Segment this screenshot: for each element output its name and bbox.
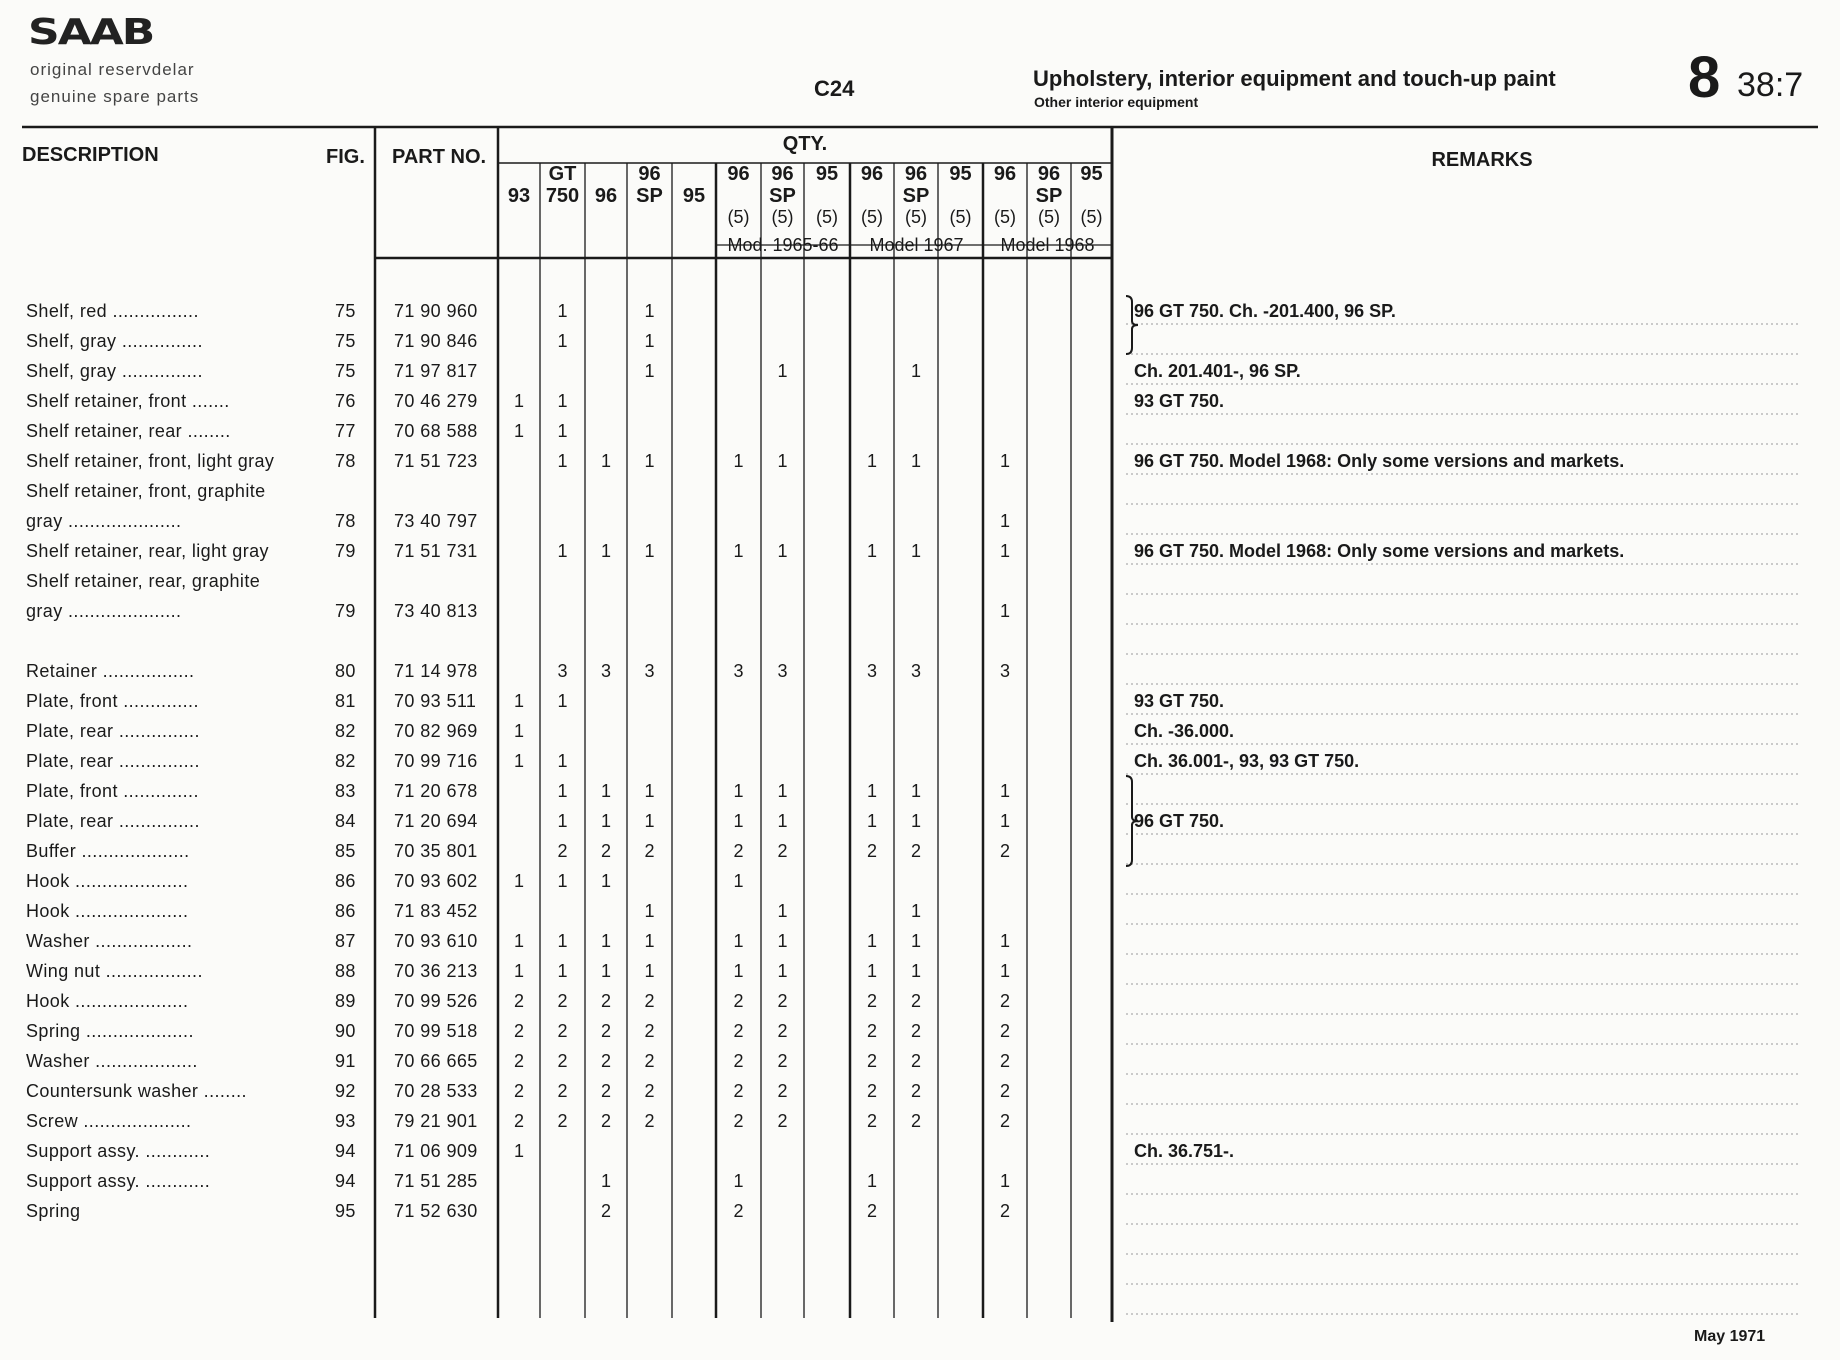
qty-cell: 2 bbox=[777, 1081, 788, 1101]
figure-number: 79 bbox=[335, 601, 356, 621]
qty-cell: 1 bbox=[600, 871, 611, 891]
qty-cell: 3 bbox=[600, 661, 611, 681]
remark-text: 93 GT 750. bbox=[1134, 691, 1225, 711]
qty-cell: 1 bbox=[557, 391, 568, 411]
qty-cell: 2 bbox=[513, 1021, 524, 1041]
qty-cell: 2 bbox=[910, 1111, 921, 1131]
part-description: Spring .................... bbox=[26, 1021, 194, 1041]
figure-number: 87 bbox=[335, 931, 356, 951]
qty-cell: 1 bbox=[999, 961, 1010, 981]
qty-cell: 1 bbox=[644, 541, 655, 561]
part-number: 70 28 533 bbox=[394, 1081, 478, 1101]
qty-cell: 1 bbox=[733, 1171, 744, 1191]
qty-cell: 1 bbox=[777, 451, 788, 471]
qty-cell: 2 bbox=[999, 1021, 1010, 1041]
qty-cell: 1 bbox=[866, 931, 877, 951]
qty-cell: 2 bbox=[866, 1021, 877, 1041]
qty-cell: 1 bbox=[999, 451, 1010, 471]
qty-cell: 2 bbox=[777, 991, 788, 1011]
part-number: 79 21 901 bbox=[394, 1111, 478, 1131]
model-group-label: Model 1968 bbox=[1000, 235, 1095, 255]
qty-cell: 1 bbox=[777, 961, 788, 981]
part-description: Shelf retainer, rear, graphite bbox=[26, 571, 261, 591]
qty-cell: 1 bbox=[910, 931, 921, 951]
qty-cell: 1 bbox=[557, 541, 568, 561]
qty-cell: 1 bbox=[866, 451, 877, 471]
part-description: gray ..................... bbox=[26, 511, 182, 531]
figure-number: 86 bbox=[335, 901, 356, 921]
part-number: 70 46 279 bbox=[394, 391, 478, 411]
qty-cell: 1 bbox=[999, 601, 1010, 621]
qty-cell: 1 bbox=[557, 811, 568, 831]
qty-cell: 1 bbox=[777, 901, 788, 921]
qty-column-header: 96 bbox=[594, 185, 618, 207]
qty-cell: 3 bbox=[910, 661, 921, 681]
figure-number: 79 bbox=[335, 541, 356, 561]
qty-cell: 2 bbox=[999, 991, 1010, 1011]
part-number: 70 35 801 bbox=[394, 841, 478, 861]
qty-cell: 2 bbox=[557, 991, 568, 1011]
qty-cell: 2 bbox=[910, 991, 921, 1011]
qty-cell: 1 bbox=[866, 1171, 877, 1191]
qty-column-header: (5) bbox=[771, 207, 794, 227]
qty-column-header: 96 bbox=[727, 163, 750, 185]
qty-cell: 1 bbox=[644, 451, 655, 471]
part-description: Shelf retainer, front, graphite bbox=[26, 481, 266, 501]
qty-cell: 2 bbox=[557, 1021, 568, 1041]
part-description: Wing nut .................. bbox=[26, 961, 203, 981]
qty-column-header: (5) bbox=[1080, 207, 1103, 227]
qty-cell: 1 bbox=[910, 541, 921, 561]
qty-column-header: 96 bbox=[771, 163, 794, 185]
remark-text: Ch. 36.751-. bbox=[1134, 1141, 1235, 1161]
qty-cell: 2 bbox=[777, 1051, 788, 1071]
qty-column-header: (5) bbox=[1038, 207, 1060, 227]
qty-cell: 1 bbox=[644, 931, 655, 951]
qty-cell: 1 bbox=[557, 931, 568, 951]
model-group-label: Model 1967 bbox=[869, 235, 964, 255]
qty-cell: 2 bbox=[866, 1081, 877, 1101]
qty-cell: 2 bbox=[513, 1111, 524, 1131]
qty-column-header: 96 bbox=[993, 163, 1017, 185]
part-number: 71 51 731 bbox=[394, 541, 478, 561]
qty-cell: 2 bbox=[733, 1081, 744, 1101]
qty-cell: 1 bbox=[513, 871, 524, 891]
qty-column-header: SP bbox=[902, 185, 930, 207]
qty-cell: 2 bbox=[513, 1081, 524, 1101]
qty-column-header: 95 bbox=[682, 185, 706, 207]
qty-cell: 1 bbox=[910, 901, 921, 921]
qty-cell: 2 bbox=[600, 1081, 611, 1101]
qty-cell: 2 bbox=[733, 1111, 744, 1131]
page-subtitle: Other interior equipment bbox=[1034, 94, 1199, 110]
qty-column-header: 96 bbox=[904, 163, 928, 185]
part-number: 71 52 630 bbox=[394, 1201, 478, 1221]
part-description: Support assy. ............ bbox=[26, 1141, 211, 1161]
qty-cell: 1 bbox=[733, 871, 744, 891]
qty-cell: 1 bbox=[866, 541, 877, 561]
part-number: 70 36 213 bbox=[394, 961, 478, 981]
part-description: Hook ..................... bbox=[26, 901, 189, 921]
part-number: 70 68 588 bbox=[394, 421, 478, 441]
qty-cell: 1 bbox=[600, 451, 611, 471]
qty-cell: 3 bbox=[644, 661, 655, 681]
figure-number: 77 bbox=[335, 421, 356, 441]
part-description: Hook ..................... bbox=[26, 991, 189, 1011]
figure-number: 82 bbox=[335, 751, 356, 771]
qty-cell: 2 bbox=[777, 841, 788, 861]
part-description: Washer .................. bbox=[26, 931, 193, 951]
remark-text: 96 GT 750. bbox=[1134, 811, 1225, 831]
qty-cell: 1 bbox=[557, 301, 568, 321]
section-number: 8 bbox=[1688, 45, 1721, 110]
part-number: 71 06 909 bbox=[394, 1141, 478, 1161]
part-number: 70 66 665 bbox=[394, 1051, 478, 1071]
part-description: Shelf retainer, rear, light gray bbox=[26, 541, 269, 561]
qty-cell: 1 bbox=[557, 781, 568, 801]
qty-cell: 2 bbox=[999, 1111, 1010, 1131]
part-description: Plate, rear ............... bbox=[26, 751, 200, 771]
figure-number: 75 bbox=[335, 361, 356, 381]
qty-column-header: GT bbox=[548, 163, 577, 185]
qty-cell: 1 bbox=[866, 961, 877, 981]
qty-cell: 1 bbox=[513, 421, 524, 441]
figure-number: 93 bbox=[335, 1111, 356, 1131]
qty-cell: 1 bbox=[733, 451, 744, 471]
remark-text: 96 GT 750. Model 1968: Only some versions and markets. bbox=[1134, 541, 1625, 561]
part-description: Support assy. ............ bbox=[26, 1171, 211, 1191]
qty-cell: 1 bbox=[733, 931, 744, 951]
qty-cell: 1 bbox=[600, 1171, 611, 1191]
qty-cell: 2 bbox=[644, 991, 655, 1011]
catalog-code: C24 bbox=[814, 76, 855, 101]
part-number: 71 20 694 bbox=[394, 811, 478, 831]
qty-cell: 1 bbox=[513, 1141, 524, 1161]
part-number: 70 93 602 bbox=[394, 871, 478, 891]
qty-column-header: 96 bbox=[1037, 163, 1061, 185]
part-description: Shelf retainer, rear ........ bbox=[26, 421, 231, 441]
figure-number: 89 bbox=[335, 991, 356, 1011]
figure-number: 85 bbox=[335, 841, 356, 861]
qty-cell: 1 bbox=[513, 391, 524, 411]
qty-cell: 1 bbox=[644, 781, 655, 801]
qty-cell: 1 bbox=[777, 361, 788, 381]
qty-column-header: (5) bbox=[949, 207, 972, 227]
qty-cell: 1 bbox=[644, 961, 655, 981]
qty-cell: 2 bbox=[777, 1021, 788, 1041]
part-number: 73 40 813 bbox=[394, 601, 478, 621]
figure-number: 84 bbox=[335, 811, 356, 831]
qty-cell: 2 bbox=[644, 1021, 655, 1041]
qty-cell: 2 bbox=[733, 991, 744, 1011]
qty-column-header: 96 bbox=[860, 163, 884, 185]
qty-cell: 1 bbox=[600, 961, 611, 981]
qty-cell: 1 bbox=[999, 511, 1010, 531]
tagline-swedish: original reservdelar bbox=[30, 60, 195, 79]
part-description: Plate, rear ............... bbox=[26, 721, 200, 741]
qty-cell: 2 bbox=[513, 991, 524, 1011]
qty-cell: 1 bbox=[644, 331, 655, 351]
qty-column-header: (5) bbox=[861, 207, 883, 227]
qty-column-header: 750 bbox=[545, 185, 580, 207]
qty-cell: 2 bbox=[557, 841, 568, 861]
qty-cell: 1 bbox=[733, 541, 744, 561]
part-description: Shelf retainer, front, light gray bbox=[26, 451, 275, 471]
part-description: Plate, front .............. bbox=[26, 781, 199, 801]
qty-cell: 1 bbox=[777, 541, 788, 561]
qty-cell: 2 bbox=[600, 1111, 611, 1131]
qty-cell: 2 bbox=[600, 1021, 611, 1041]
qty-header: QTY. bbox=[782, 133, 828, 155]
qty-cell: 1 bbox=[910, 811, 921, 831]
qty-cell: 2 bbox=[999, 841, 1010, 861]
part-description: gray ..................... bbox=[26, 601, 182, 621]
qty-cell: 1 bbox=[999, 811, 1010, 831]
qty-cell: 1 bbox=[513, 961, 524, 981]
qty-cell: 1 bbox=[866, 811, 877, 831]
page-number: 38:7 bbox=[1737, 66, 1804, 104]
qty-cell: 2 bbox=[866, 991, 877, 1011]
description-header: DESCRIPTION bbox=[22, 144, 159, 166]
part-number: 71 14 978 bbox=[394, 661, 478, 681]
qty-cell: 1 bbox=[733, 961, 744, 981]
qty-cell: 1 bbox=[600, 931, 611, 951]
figure-number: 86 bbox=[335, 871, 356, 891]
qty-cell: 2 bbox=[866, 1201, 877, 1221]
figure-number: 95 bbox=[335, 1201, 356, 1221]
qty-cell: 2 bbox=[733, 1051, 744, 1071]
qty-cell: 3 bbox=[777, 661, 788, 681]
part-number: 71 90 960 bbox=[394, 301, 478, 321]
qty-cell: 2 bbox=[999, 1051, 1010, 1071]
part-description: Shelf, gray ............... bbox=[26, 361, 203, 381]
qty-cell: 1 bbox=[513, 691, 524, 711]
remark-text: 96 GT 750. Ch. -201.400, 96 SP. bbox=[1134, 301, 1396, 321]
figure-number: 82 bbox=[335, 721, 356, 741]
part-no-header: PART NO. bbox=[392, 146, 487, 168]
part-number: 71 51 723 bbox=[394, 451, 478, 471]
figure-number: 75 bbox=[335, 331, 356, 351]
qty-cell: 1 bbox=[777, 811, 788, 831]
qty-cell: 2 bbox=[733, 1201, 744, 1221]
qty-cell: 1 bbox=[557, 331, 568, 351]
remarks-header: REMARKS bbox=[1431, 149, 1533, 171]
qty-cell: 1 bbox=[777, 781, 788, 801]
qty-column-header: (5) bbox=[816, 207, 838, 227]
qty-cell: 3 bbox=[557, 661, 568, 681]
qty-column-header: SP bbox=[636, 185, 663, 207]
qty-cell: 1 bbox=[557, 871, 568, 891]
part-number: 71 97 817 bbox=[394, 361, 478, 381]
qty-cell: 2 bbox=[600, 841, 611, 861]
qty-cell: 1 bbox=[733, 811, 744, 831]
part-description: Washer ................... bbox=[26, 1051, 198, 1071]
qty-cell: 1 bbox=[600, 811, 611, 831]
figure-number: 78 bbox=[335, 451, 356, 471]
qty-cell: 2 bbox=[910, 841, 921, 861]
qty-cell: 1 bbox=[513, 751, 524, 771]
qty-cell: 1 bbox=[910, 361, 921, 381]
part-description: Plate, front .............. bbox=[26, 691, 199, 711]
part-description: Retainer ................. bbox=[26, 661, 195, 681]
qty-cell: 1 bbox=[733, 781, 744, 801]
qty-cell: 2 bbox=[644, 841, 655, 861]
part-number: 70 99 518 bbox=[394, 1021, 478, 1041]
qty-cell: 2 bbox=[866, 1111, 877, 1131]
figure-number: 90 bbox=[335, 1021, 356, 1041]
part-number: 70 93 610 bbox=[394, 931, 478, 951]
part-description: Shelf, gray ............... bbox=[26, 331, 203, 351]
footer-date: May 1971 bbox=[1694, 1328, 1766, 1345]
part-number: 70 93 511 bbox=[394, 691, 477, 711]
qty-cell: 2 bbox=[644, 1111, 655, 1131]
qty-cell: 2 bbox=[999, 1081, 1010, 1101]
qty-cell: 3 bbox=[866, 661, 877, 681]
figure-number: 76 bbox=[335, 391, 356, 411]
qty-cell: 2 bbox=[557, 1051, 568, 1071]
figure-number: 88 bbox=[335, 961, 356, 981]
qty-cell: 1 bbox=[999, 541, 1010, 561]
qty-cell: 1 bbox=[777, 931, 788, 951]
qty-cell: 2 bbox=[513, 1051, 524, 1071]
remark-text: 96 GT 750. Model 1968: Only some versions and markets. bbox=[1134, 451, 1625, 471]
qty-column-header: 93 bbox=[507, 185, 531, 207]
part-description: Screw .................... bbox=[26, 1111, 192, 1131]
qty-cell: 1 bbox=[644, 301, 655, 321]
qty-column-header: 95 bbox=[1080, 163, 1103, 185]
remark-text: Ch. -36.000. bbox=[1134, 721, 1235, 741]
qty-cell: 1 bbox=[999, 1171, 1010, 1191]
qty-cell: 2 bbox=[557, 1081, 568, 1101]
figure-number: 75 bbox=[335, 301, 356, 321]
qty-cell: 2 bbox=[910, 1081, 921, 1101]
part-number: 71 90 846 bbox=[394, 331, 478, 351]
remark-text: 93 GT 750. bbox=[1134, 391, 1225, 411]
part-description: Shelf retainer, front ....... bbox=[26, 391, 230, 411]
figure-number: 83 bbox=[335, 781, 356, 801]
qty-cell: 2 bbox=[777, 1111, 788, 1131]
qty-column-header: (5) bbox=[727, 207, 750, 227]
qty-cell: 2 bbox=[910, 1051, 921, 1071]
qty-column-header: SP bbox=[769, 185, 796, 207]
part-description: Buffer .................... bbox=[26, 841, 190, 861]
part-number: 70 82 969 bbox=[394, 721, 478, 741]
qty-column-header: 95 bbox=[815, 163, 839, 185]
qty-column-header: 96 bbox=[638, 163, 661, 185]
part-number: 71 20 678 bbox=[394, 781, 478, 801]
part-number: 70 99 526 bbox=[394, 991, 478, 1011]
part-description: Shelf, red ................ bbox=[26, 301, 199, 321]
qty-column-header: 95 bbox=[949, 163, 972, 185]
qty-cell: 1 bbox=[910, 781, 921, 801]
qty-cell: 1 bbox=[557, 451, 568, 471]
figure-number: 78 bbox=[335, 511, 356, 531]
qty-cell: 1 bbox=[910, 961, 921, 981]
qty-cell: 1 bbox=[644, 901, 655, 921]
qty-cell: 2 bbox=[733, 841, 744, 861]
qty-cell: 1 bbox=[513, 931, 524, 951]
part-description: Plate, rear ............... bbox=[26, 811, 200, 831]
qty-cell: 3 bbox=[733, 661, 744, 681]
part-description: Countersunk washer ........ bbox=[26, 1081, 247, 1101]
part-description: Hook ..................... bbox=[26, 871, 189, 891]
figure-number: 94 bbox=[335, 1141, 356, 1161]
page-title: Upholstery, interior equipment and touch-up paint bbox=[1033, 66, 1556, 91]
qty-cell: 1 bbox=[557, 421, 568, 441]
qty-cell: 1 bbox=[644, 811, 655, 831]
part-number: 73 40 797 bbox=[394, 511, 478, 531]
qty-cell: 1 bbox=[557, 691, 568, 711]
remark-text: Ch. 36.001-, 93, 93 GT 750. bbox=[1134, 751, 1360, 771]
qty-cell: 1 bbox=[999, 931, 1010, 951]
qty-cell: 1 bbox=[557, 961, 568, 981]
qty-cell: 2 bbox=[733, 1021, 744, 1041]
qty-cell: 1 bbox=[866, 781, 877, 801]
qty-cell: 2 bbox=[600, 991, 611, 1011]
qty-cell: 1 bbox=[644, 361, 655, 381]
qty-cell: 2 bbox=[866, 1051, 877, 1071]
qty-cell: 2 bbox=[999, 1201, 1010, 1221]
saab-logo: SAAB bbox=[28, 12, 154, 53]
figure-number: 92 bbox=[335, 1081, 356, 1101]
qty-cell: 1 bbox=[513, 721, 524, 741]
remark-text: Ch. 201.401-, 96 SP. bbox=[1134, 361, 1301, 381]
qty-cell: 1 bbox=[557, 751, 568, 771]
model-group-label: Mod. 1965-66 bbox=[727, 235, 839, 255]
part-number: 71 83 452 bbox=[394, 901, 478, 921]
part-number: 70 99 716 bbox=[394, 751, 478, 771]
qty-cell: 3 bbox=[999, 661, 1010, 681]
qty-cell: 2 bbox=[644, 1051, 655, 1071]
qty-cell: 2 bbox=[866, 841, 877, 861]
qty-cell: 2 bbox=[910, 1021, 921, 1041]
qty-cell: 1 bbox=[999, 781, 1010, 801]
qty-column-header: (5) bbox=[994, 207, 1016, 227]
qty-cell: 2 bbox=[644, 1081, 655, 1101]
qty-column-header: (5) bbox=[905, 207, 927, 227]
qty-cell: 2 bbox=[557, 1111, 568, 1131]
part-description: Spring bbox=[26, 1201, 81, 1221]
qty-cell: 2 bbox=[600, 1201, 611, 1221]
qty-column-header: SP bbox=[1035, 185, 1063, 207]
qty-cell: 1 bbox=[910, 451, 921, 471]
qty-cell: 2 bbox=[600, 1051, 611, 1071]
figure-number: 91 bbox=[335, 1051, 356, 1071]
figure-number: 94 bbox=[335, 1171, 356, 1191]
qty-cell: 1 bbox=[600, 781, 611, 801]
part-number: 71 51 285 bbox=[394, 1171, 478, 1191]
fig-header: FIG. bbox=[326, 146, 365, 168]
figure-number: 81 bbox=[335, 691, 356, 711]
qty-cell: 1 bbox=[600, 541, 611, 561]
tagline-english: genuine spare parts bbox=[30, 87, 200, 106]
figure-number: 80 bbox=[335, 661, 356, 681]
